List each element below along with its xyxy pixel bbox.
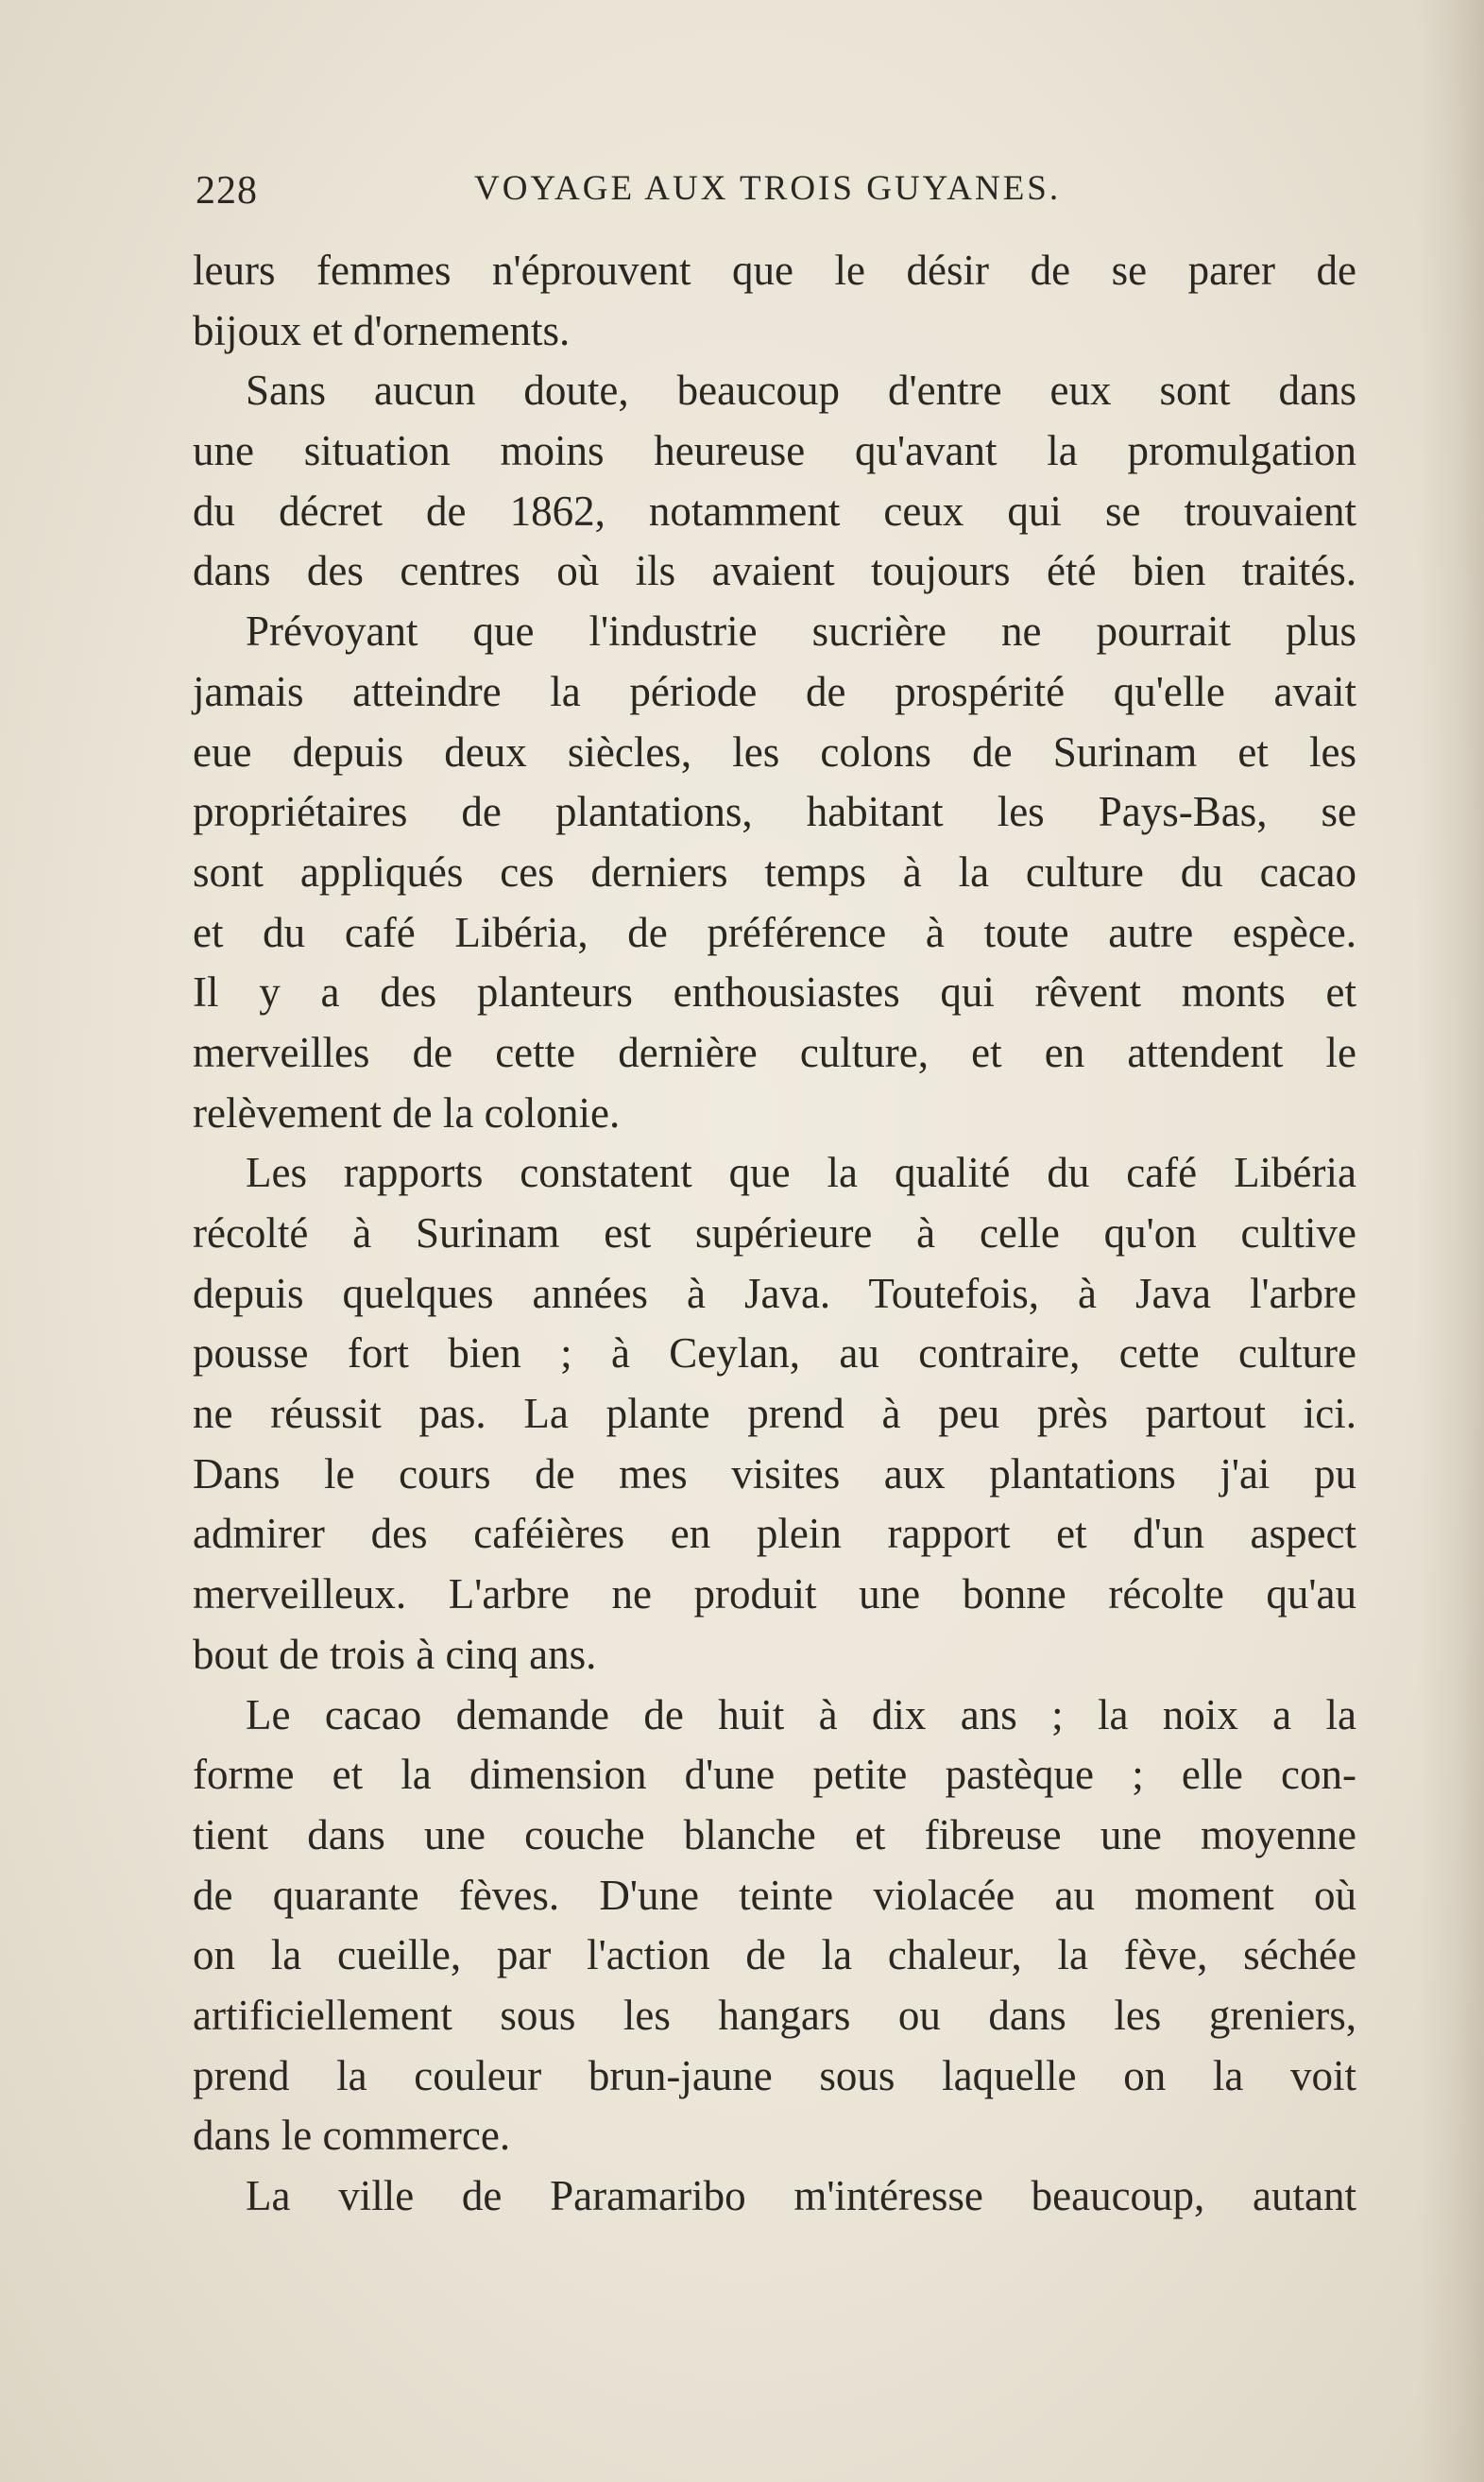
text-line: bijoux et d'ornements. — [193, 306, 571, 354]
page-number: 228 — [196, 169, 258, 213]
text-line: depuis quelques années à Java. Toutefois, à Java l'arbre — [193, 1269, 1356, 1317]
text-line: bout de trois à cinq ans. — [193, 1630, 597, 1678]
text-line: ne réussit pas. La plante prend à peu près partout ici. — [193, 1390, 1356, 1438]
text-line: et du café Libéria, de préférence à toute autre espèce. — [193, 908, 1356, 956]
text-line: Prévoyant que l'industrie sucrière ne pourrait plus — [246, 608, 1356, 656]
text-line: dans le commerce. — [193, 2112, 511, 2160]
text-line: pousse fort bien ; à Ceylan, au contraire, cette culture — [193, 1329, 1356, 1378]
text-line: Les rapports constatent que la qualité du café Libéria — [246, 1149, 1356, 1197]
text-line: relèvement de la colonie. — [193, 1088, 621, 1137]
running-title: VOYAGE AUX TROIS GUYANES. — [474, 169, 1062, 208]
text-line: prend la couleur brun-jaune sous laquelle on la voit — [193, 2051, 1356, 2099]
text-line: merveilles de cette dernière culture, et en attendent le — [193, 1028, 1356, 1076]
text-line: leurs femmes n'éprouvent que le désir de se parer de — [193, 247, 1356, 294]
text-line: admirer des caféières en plein rapport et d'un aspect — [193, 1510, 1356, 1558]
text-line: tient dans une couche blanche et fibreuse une moyenne — [193, 1810, 1356, 1858]
text-line: forme et la dimension d'une petite pastèque ; elle con- — [193, 1751, 1356, 1799]
text-line: de quarante fèves. D'une teinte violacée au moment où — [193, 1871, 1356, 1919]
text-line: une situation moins heureuse qu'avant la promulgation — [193, 427, 1356, 475]
text-line: dans des centres où ils avaient toujours été bien traités. — [193, 547, 1356, 595]
text-line: merveilleux. L'arbre ne produit une bonne récolte qu'au — [193, 1570, 1356, 1618]
text-line: Le cacao demande de huit à dix ans ; la noix a la — [246, 1690, 1356, 1738]
text-line: récolté à Surinam est supérieure à celle qu'on cultive — [193, 1209, 1356, 1257]
text-line: artificiellement sous les hangars ou dans les greniers, — [193, 1991, 1356, 2039]
text-line: La ville de Paramaribo m'intéresse beaucoup, autant — [246, 2172, 1356, 2219]
body-text — [193, 241, 1356, 2227]
text-line: on la cueille, par l'action de la chaleur, la fève, séchée — [193, 1931, 1356, 1979]
text-line: eue depuis deux siècles, les colons de Surinam et les — [193, 727, 1356, 776]
text-line: propriétaires de plantations, habitant les Pays-Bas, se — [193, 788, 1356, 836]
running-header — [196, 168, 1357, 225]
page-edge-shadow — [1418, 0, 1484, 2482]
text-line: jamais atteindre la période de prospérité qu'elle avait — [193, 667, 1356, 715]
text-line: Dans le cours de mes visites aux plantations j'ai pu — [193, 1449, 1356, 1498]
text-line: du décret de 1862, notamment ceux qui se trouvaient — [193, 487, 1356, 535]
text-line: sont appliqués ces derniers temps à la culture du cacao — [193, 847, 1356, 896]
text-line: Il y a des planteurs enthousiastes qui rêvent monts et — [193, 968, 1356, 1017]
text-line: Sans aucun doute, beaucoup d'entre eux sont dans — [246, 367, 1356, 415]
